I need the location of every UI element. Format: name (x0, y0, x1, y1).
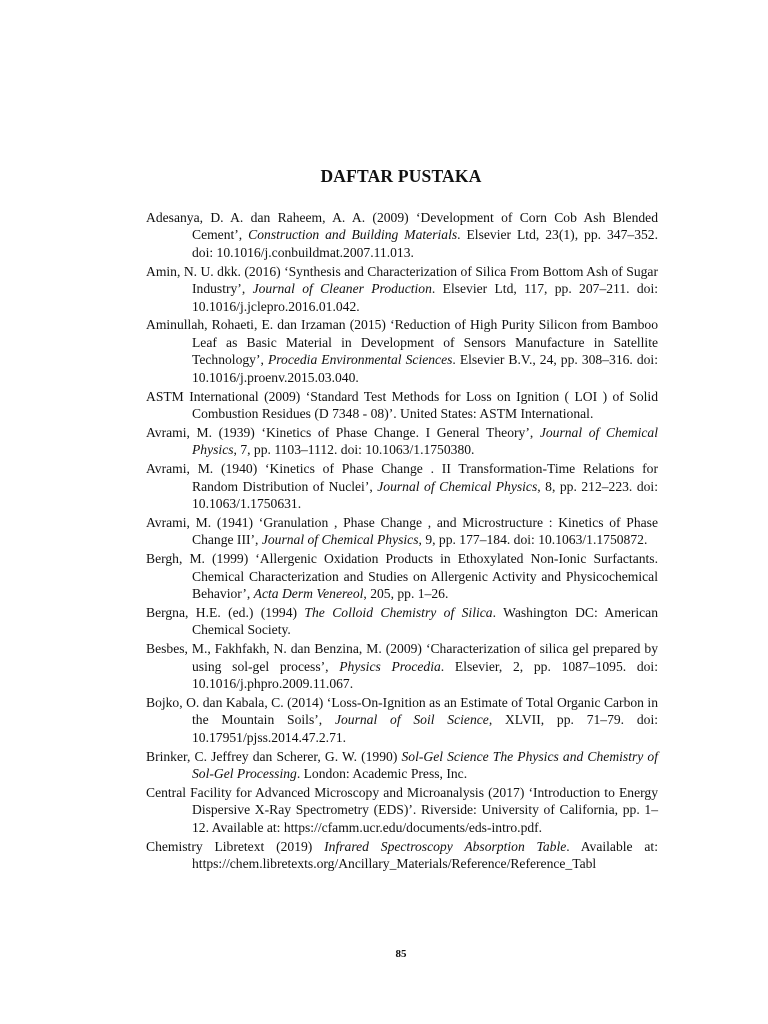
reference-entry: Avrami, M. (1940) ‘Kinetics of Phase Change . II Transformation-Time Relations for Random Distribution of Nuclei’, Journal of Chemical Physics, 8, pp. 212–223. doi: 10.1063/1.1750631. (146, 461, 658, 511)
reference-entry: Bergh, M. (1999) ‘Allergenic Oxidation Products in Ethoxylated Non-Ionic Surfactants. Chemical Characterization and Studies on Allergenic Activity and Physicochemical Behavior’, Acta Derm Venereol, 205, pp. 1–26. (146, 551, 658, 602)
reference-entry: Bojko, O. dan Kabala, C. (2014) ‘Loss-On-Ignition as an Estimate of Total Organic Carbon in the Mountain Soils’, Journal of Soil Science, XLVII, pp. 71–79. doi: 10.17951/pjss.2014.47.2.71. (146, 694, 658, 745)
reference-entry: Besbes, M., Fakhfakh, N. dan Benzina, M. (2009) ‘Characterization of silica gel prepared by using sol-gel process’, Physics Procedia. Elsevier, 2, pp. 1087–1095. doi: 10.1016/j.phpro.2009.11.067. (146, 641, 658, 692)
reference-list (146, 209, 658, 874)
reference-entry: Adesanya, D. A. dan Raheem, A. A. (2009) ‘Development of Corn Cob Ash Blended Cement’, Construction and Building Materials. Elsevier Ltd, 23(1), pp. 347–352. doi: 10.1016/j.conbuildmat.2007.11.013. (146, 210, 658, 260)
reference-entry: Aminullah, Rohaeti, E. dan Irzaman (2015) ‘Reduction of High Purity Silicon from Bamboo Leaf as Basic Material in Development of Sensors Manufacture in Satellite Technology’, Procedia Environmental Sciences. Elsevier B.V., 24, pp. 308–316. doi: 10.1016/j.proenv.2015.03.040. (146, 317, 658, 385)
reference-entry: Bergna, H.E. (ed.) (1994) The Colloid Chemistry of Silica. Washington DC: American Chemical Society. (146, 604, 659, 638)
reference-entry: Chemistry Libretext (2019) Infrared Spectroscopy Absorption Table. Available at: https://chem.libretexts.org/Ancillary_Materials/Reference/Reference_Tabl (146, 838, 658, 872)
page-title: DAFTAR PUSTAKA (320, 166, 482, 186)
reference-entry: Central Facility for Advanced Microscopy and Microanalysis (2017) ‘Introduction to Energy Dispersive X-Ray Spectrometry (EDS)’. Riverside: University of California, pp. 1–12. Available at: https://cfamm.ucr.edu/documents/eds-intro.pdf. (146, 785, 658, 835)
reference-entry: ASTM International (2009) ‘Standard Test Methods for Loss on Ignition ( LOI ) of Solid Combustion Residues (D 7348 - 08)’. United States: ASTM International. (146, 388, 658, 421)
reference-entry: Brinker, C. Jeffrey dan Scherer, G. W. (1990) Sol-Gel Science The Physics and Chemistry of Sol-Gel Processing. London: Academic Press, Inc. (146, 748, 658, 782)
reference-entry: Avrami, M. (1939) ‘Kinetics of Phase Change. I General Theory’, Journal of Chemical Physics, 7, pp. 1103–1112. doi: 10.1063/1.1750380. (146, 424, 658, 458)
page-number: 85 (395, 948, 407, 960)
reference-entry: Amin, N. U. dkk. (2016) ‘Synthesis and Characterization of Silica From Bottom Ash of Sugar Industry’, Journal of Cleaner Production. Elsevier Ltd, 117, pp. 207–211. doi: 10.1016/j.jclepro.2016.01.042. (146, 263, 659, 314)
reference-entry: Avrami, M. (1941) ‘Granulation , Phase Change , and Microstructure : Kinetics of Phase Change III’, Journal of Chemical Physics, 9, pp. 177–184. doi: 10.1063/1.1750872. (146, 514, 658, 548)
